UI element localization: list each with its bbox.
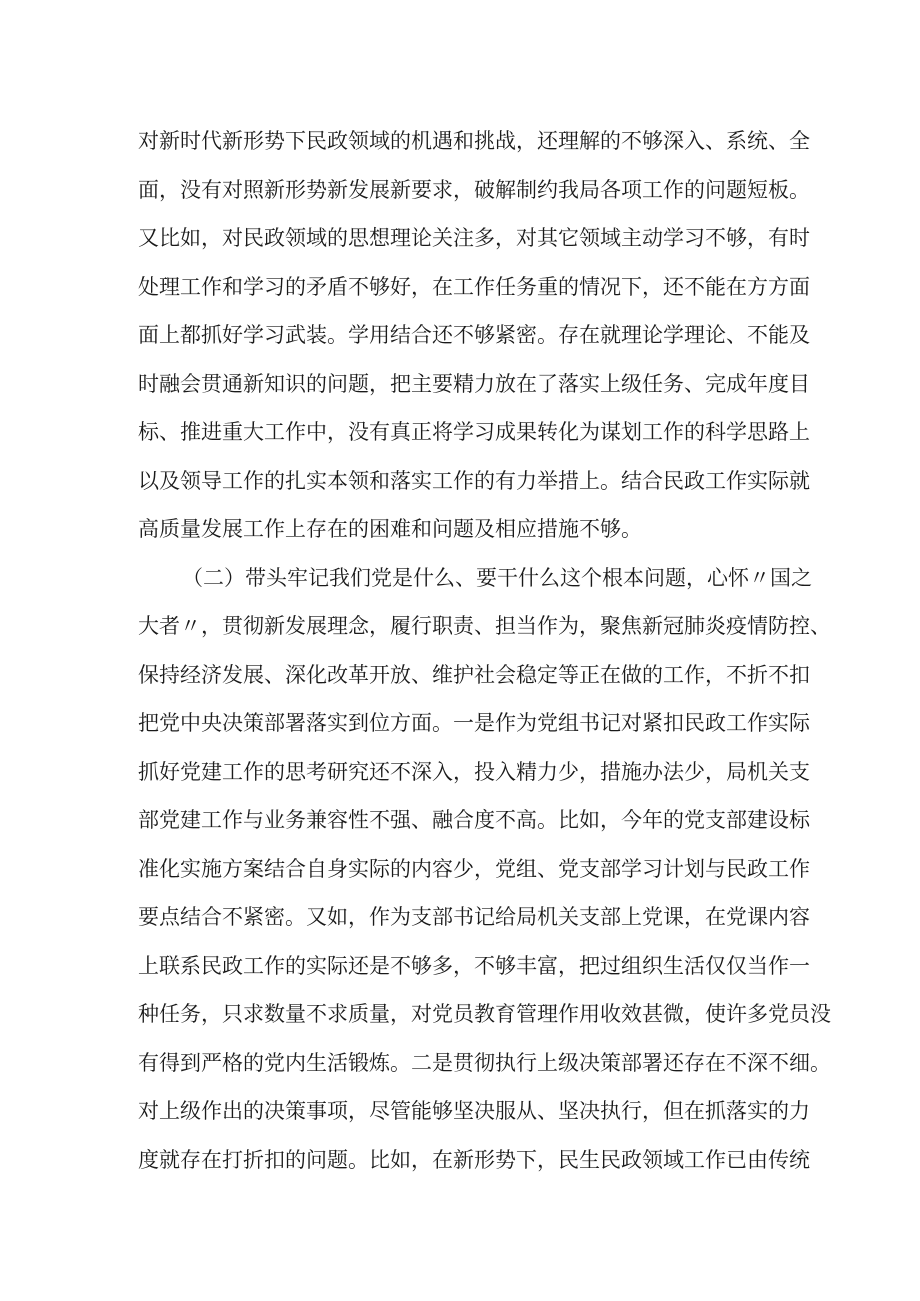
text-line: 处理工作和学习的矛盾不够好，在工作任务重的情况下，还不能在方方面 (138, 274, 810, 299)
text-line: 面上都抓好学习武装。学用结合还不够紧密。存在就理论学理论、不能及 (138, 323, 810, 347)
paragraph-end-line: 高质量发展工作上存在的困难和问题及相应措施不够。 (138, 517, 642, 541)
text-line: 大者〃，贯彻新发展理念，履行职责、担当作为，聚焦新冠肺炎疫情防控、 (138, 614, 831, 638)
text-line: 对新时代新形势下民政领域的机遇和挑战，还理解的不够深入、系统、全 (138, 129, 810, 153)
text-line: 准化实施方案结合自身实际的内容少，党组、党支部学习计划与民政工作 (138, 856, 810, 881)
body-text (138, 117, 831, 1184)
text-line: 又比如，对民政领域的思想理论关注多，对其它领域主动学习不够，有时 (138, 226, 810, 250)
text-line: 面，没有对照新形势新发展新要求，破解制约我局各项工作的问题短板。 (138, 177, 810, 202)
text-line: 要点结合不紧密。又如，作为支部书记给局机关支部上党课，在党课内容 (138, 905, 810, 929)
text-line: 部党建工作与业务兼容性不强、融合度不高。比如，今年的党支部建设标 (138, 808, 810, 832)
text-line: 对上级作出的决策事项，尽管能够坚决服从、坚决执行，但在抓落实的力 (138, 1099, 810, 1123)
text-line: 抓好党建工作的思考研究还不深入，投入精力少，措施办法少，局机关支 (138, 759, 810, 784)
section-heading-line: （二）带头牢记我们党是什么、要干什么这个根本问题，心怀〃国之 (182, 565, 812, 590)
text-line: 把党中央决策部署落实到位方面。一是作为党组书记对紧扣民政工作实际 (138, 711, 810, 735)
text-line: 保持经济发展、深化改革开放、维护社会稳定等正在做的工作，不折不扣 (138, 662, 810, 687)
text-line: 度就存在打折扣的问题。比如，在新形势下，民生民政领域工作已由传统 (138, 1147, 810, 1172)
text-line: 种任务，只求数量不求质量，对党员教育管理作用收效甚微，使许多党员没 (138, 1002, 831, 1026)
text-line: 以及领导工作的扎实本领和落实工作的有力举措上。结合民政工作实际就 (138, 468, 810, 493)
text-line: 有得到严格的党内生活锻炼。二是贯彻执行上级决策部署还存在不深不细。 (138, 1050, 831, 1075)
text-line: 时融会贯通新知识的问题，把主要精力放在了落实上级任务、完成年度目 (138, 371, 810, 396)
text-line: 上联系民政工作的实际还是不够多，不够丰富，把过组织生活仅仅当作一 (138, 953, 810, 978)
text-line: 标、推进重大工作中，没有真正将学习成果转化为谋划工作的科学思路上 (138, 420, 810, 444)
